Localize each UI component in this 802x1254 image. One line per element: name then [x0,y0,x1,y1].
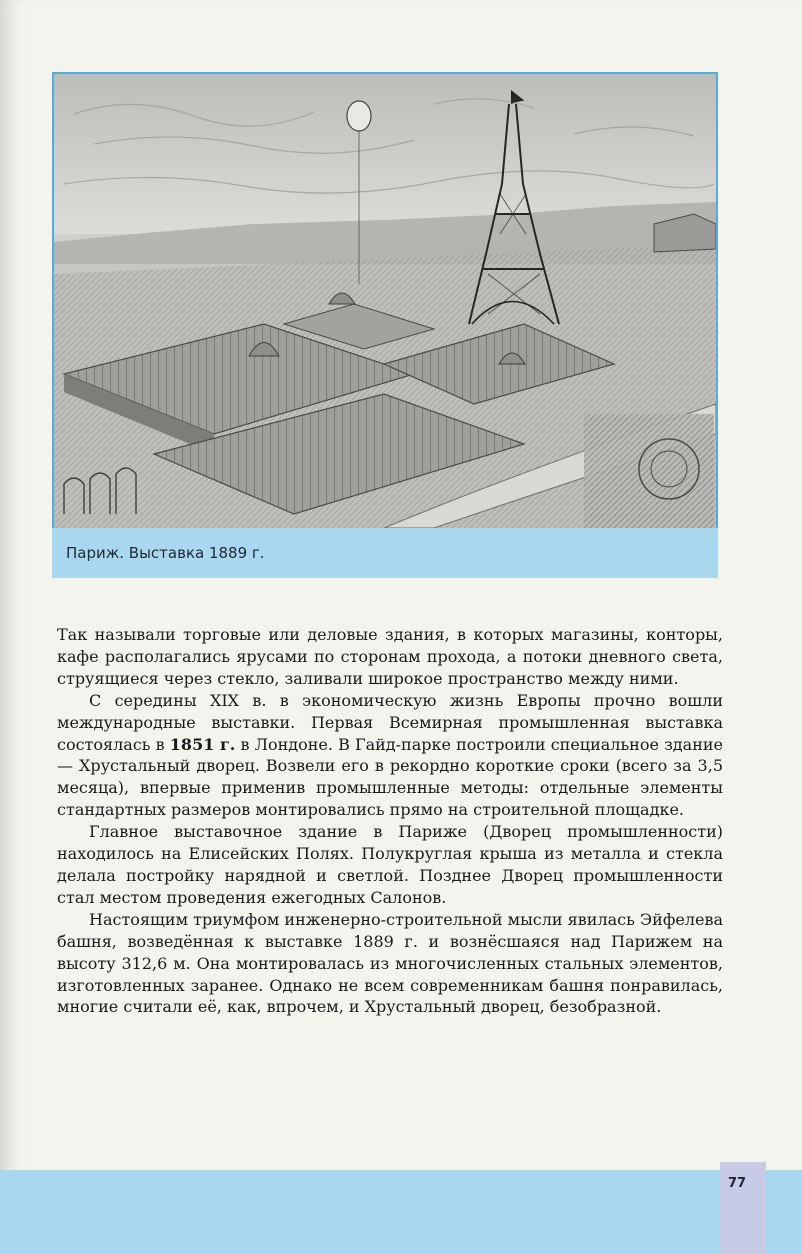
caption-bar [52,528,718,578]
paragraph-text: С середины XIX в. в экономическую жизнь Европы прочно вошли международные выставки. Первая Всемирная промышленная выставка состоялась в [57,690,723,754]
bottom-band [0,1170,802,1254]
figure [52,72,718,578]
paragraph-text: в Лондоне. В Гайд-парке построили специальное здание — Хрустальный дворец. Возвели его в рекордно короткие сроки (всего за 3,5 месяца), впервые применив промышленные методы: отдельные элементы стандартных размеров монтировались прямо на строительной площадке. [57,734,723,820]
body-text [57,624,723,1018]
paragraph-text: Главное выставочное здание в Париже (Дворец промышленности) находилось на Елисейских Полях. Полукруглая крыша из металла и стекла делала постройку нарядной и светлой. Позднее Дворец промышленности стал местом проведения ежегодных Салонов. [57,822,723,907]
paragraph [57,909,723,1019]
page-number: 77 [728,1176,747,1191]
paragraph [57,821,723,909]
paragraph-text: Так называли торговые или деловые здания, в которых магазины, конторы, кафе располагались ярусами по сторонам прохода, а потоки дневного света, струящиеся через стекло, заливали широкое пространство между ними. [57,625,723,688]
paragraph [57,624,723,690]
paragraph-text: Настоящим триумфом инженерно-строительной мысли явилась Эйфелева башня, возведённая к выставке 1889 г. и вознёсшаяся над Парижем на высоту 312,6 м. Она монтировалась из многочисленных стальных элементов, изготовленных заранее. Однако не всем современникам башня понравилась, многие считали её, как, впрочем, и Хрустальный дворец, безобразной. [57,909,723,1017]
figure-caption: Париж. Выставка 1889 г. [66,544,265,562]
illustration-paris-exposition-1889 [52,72,718,530]
paragraph [57,690,723,821]
paragraph-date-bold: 1851 г. [169,734,236,754]
